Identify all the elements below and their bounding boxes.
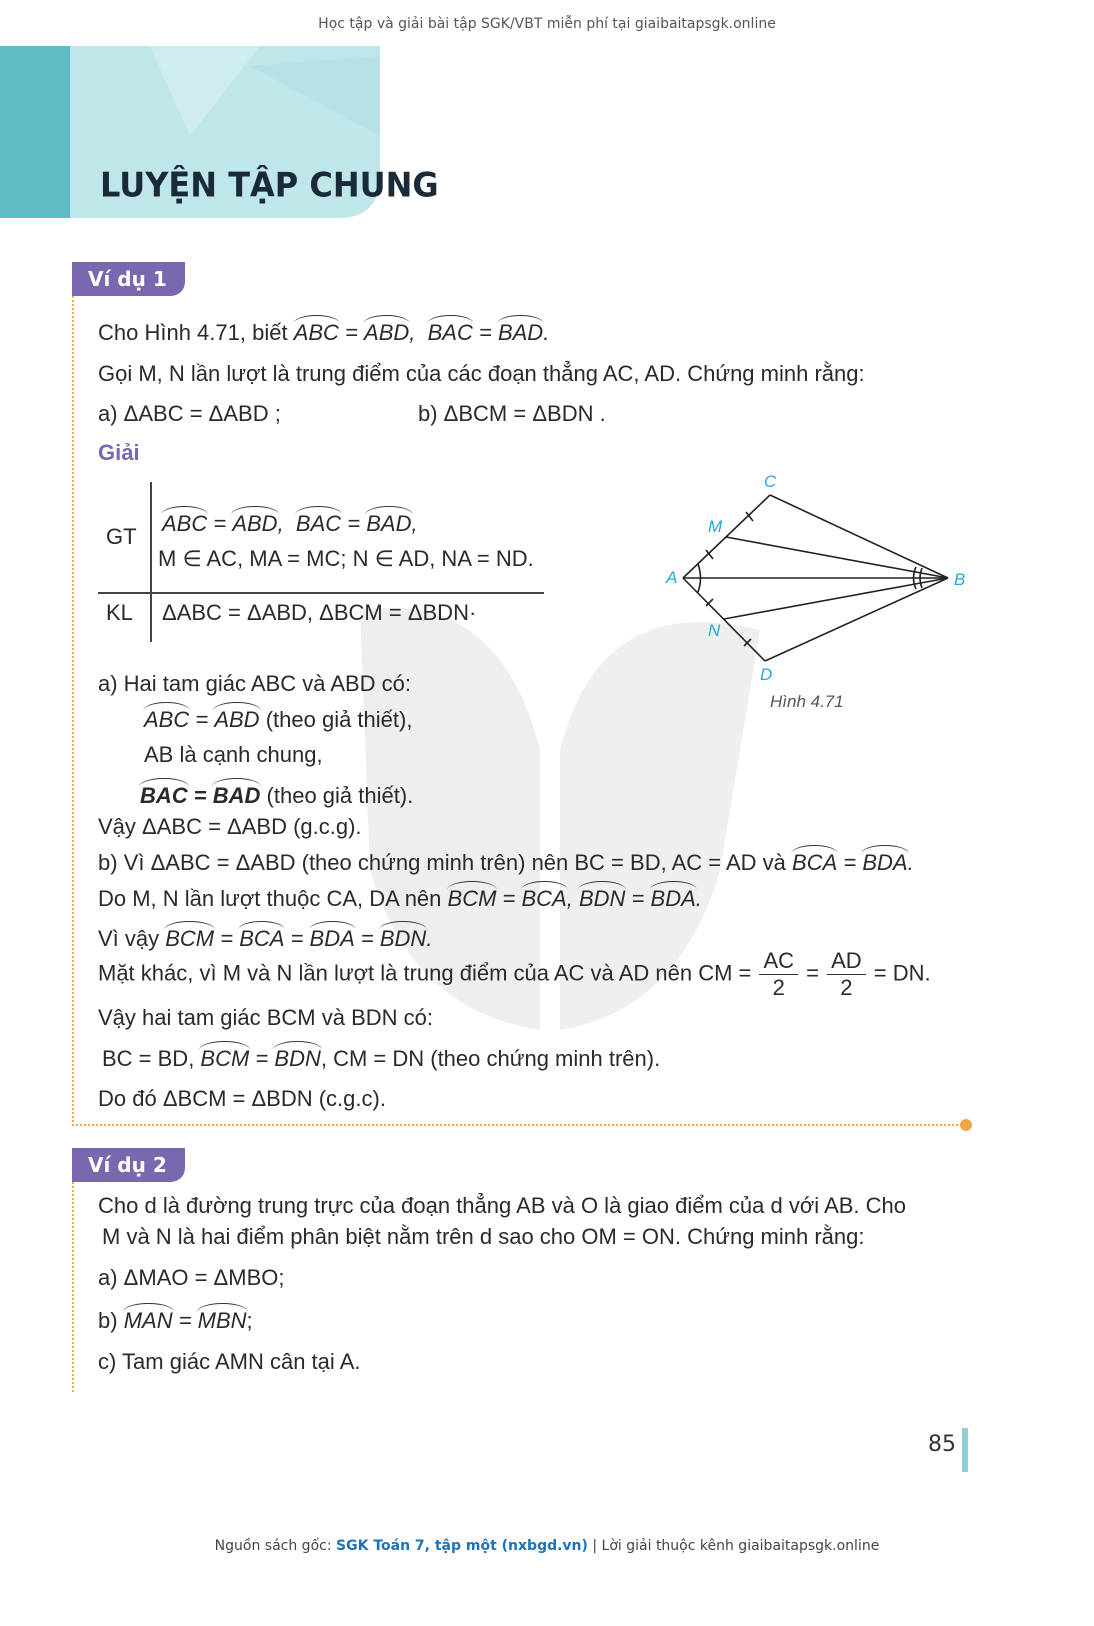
gtkl-vertical-line — [150, 482, 152, 642]
solution-a-line-1: ABC = ABD (theo giả thiết), — [144, 707, 413, 732]
example-1-tag: Ví dụ 1 — [72, 262, 185, 296]
solution-b-line-4: Mặt khác, vì M và N lần lượt là trung điểm của AC và AD nên CM = $\frac{AC}{2}$ = $\frac{AD}{2}$ = DN. — [98, 948, 931, 1000]
example-2-part-c: c) Tam giác AMN cân tại A. — [98, 1349, 361, 1374]
solution-b-line-3: Vì vậy BCM = BCA = BDA = BDN. — [98, 926, 433, 951]
page-number: 85 — [928, 1432, 956, 1457]
solution-a-intro: a) Hai tam giác ABC và ABD có: — [98, 671, 412, 696]
example-1-line-1: Cho Hình 4.71, biết ABC = ABD, BAC = BAD. — [98, 320, 550, 345]
solution-a-line-2: AB là cạnh chung, — [144, 742, 323, 767]
example-2-tag: Ví dụ 2 — [72, 1148, 185, 1182]
label-D: D — [760, 665, 773, 684]
example-1-border-bottom — [72, 1124, 966, 1126]
fraction-ac-2: $\frac{AC}{2}$ — [759, 948, 798, 1001]
segment-AD — [683, 578, 765, 661]
example-2-part-b: b) MAN = MBN; — [98, 1308, 253, 1333]
fraction-ad-2: $\frac{AD}{2}$ — [827, 948, 866, 1001]
gt-label: GT — [106, 524, 137, 549]
solution-b-line-5: Vậy hai tam giác BCM và BDN có: — [98, 1005, 434, 1030]
example-1-line-2: Gọi M, N lần lượt là trung điểm của các đoạn thẳng AC, AD. Chứng minh rằng: — [98, 361, 865, 386]
segment-DB — [765, 578, 948, 661]
example-1-part-a: a) ΔABC = ΔABD ; — [98, 401, 281, 426]
example-2-line-2: M và N là hai điểm phân biệt nằm trên d sao cho OM = ON. Chứng minh rằng: — [102, 1224, 865, 1249]
example-1-part-b: b) ΔBCM = ΔBDN . — [418, 401, 606, 426]
example-2-line-1: Cho d là đường trung trực của đoạn thẳng AB và O là giao điểm của d với AB. Cho — [98, 1193, 906, 1218]
gtkl-horizontal-line — [98, 592, 544, 594]
gt-line-2: M ∈ AC, MA = MC; N ∈ AD, NA = ND. — [158, 546, 534, 571]
footer-source: SGK Toán 7, tập một (nxbgd.vn) — [336, 1538, 588, 1554]
label-C: C — [764, 472, 777, 491]
page-title: LUYỆN TẬP CHUNG — [100, 165, 439, 205]
label-A: A — [666, 568, 678, 587]
solution-b-conclusion: Do đó ΔBCM = ΔBDN (c.g.c). — [98, 1086, 386, 1111]
header-note: Học tập và giải bài tập SGK/VBT miễn phí tại giaibaitapsgk.online — [318, 16, 776, 32]
solution-heading: Giải — [98, 440, 140, 465]
segment-CB — [770, 495, 948, 578]
solution-b-line-1: b) Vì ΔABC = ΔABD (theo chứng minh trên) nên BC = BD, AC = AD và BCA = BDA. — [98, 850, 914, 875]
label-B: B — [954, 570, 966, 589]
solution-a-line-3: BAC = BAD (theo giả thiết). — [140, 783, 414, 808]
label-M: M — [708, 517, 723, 536]
footer-note: Nguồn sách gốc: SGK Toán 7, tập một (nxbgd.vn) | Lời giải thuộc kênh giaibaitapsgk.online — [214, 1538, 880, 1554]
figure-4-71 — [660, 468, 980, 688]
figure-caption: Hình 4.71 — [770, 692, 844, 711]
page-number-bar — [962, 1428, 968, 1472]
solution-b-line-2: Do M, N lần lượt thuộc CA, DA nên BCM = BCA, BDN = BDA. — [98, 886, 702, 911]
example-1-border-left — [72, 296, 74, 1122]
kl-label: KL — [106, 600, 133, 625]
example-1-border-dot — [960, 1119, 972, 1131]
gt-line-1: ABC = ABD, BAC = BAD, — [162, 511, 418, 536]
label-N: N — [708, 621, 721, 640]
solution-a-conclusion: Vậy ΔABC = ΔABD (g.c.g). — [98, 814, 362, 839]
kl-text: ΔABC = ΔABD, ΔBCM = ΔBDN· — [162, 600, 477, 625]
solution-b-line-6: BC = BD, BCM = BDN, CM = DN (theo chứng minh trên). — [102, 1046, 661, 1071]
example-2-border-left — [72, 1182, 74, 1392]
example-2-part-a: a) ΔMAO = ΔMBO; — [98, 1265, 285, 1290]
